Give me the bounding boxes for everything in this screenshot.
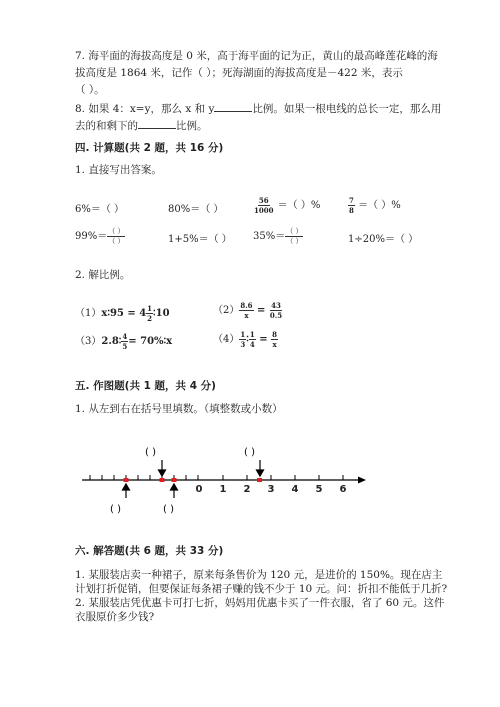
proportion-3 xyxy=(75,332,172,351)
frac-den: 1000 xyxy=(254,206,274,215)
calc-7-rest: ＝（ ）% xyxy=(358,200,401,211)
section5-q1-title: 1. 从左到右在括号里填数。（填整数或小数） xyxy=(75,403,283,415)
proportion-2-eq: = xyxy=(257,305,266,316)
calc-99-pre: 99%＝ xyxy=(75,231,108,242)
paren-bottom-right[interactable]: ( ) xyxy=(163,504,174,515)
section5-title: 五. 作图题(共 1 题，共 4 分) xyxy=(75,380,216,392)
proportion-4-eq: = xyxy=(259,334,268,345)
frac-den: 8 xyxy=(349,206,354,215)
q8-line2-end: 比例。 xyxy=(176,120,208,132)
calc-56-over-1000 xyxy=(253,196,320,215)
down-arrow-left-icon xyxy=(159,470,166,476)
calc-1-div-20-percent: 1÷20%＝（ ） xyxy=(348,234,419,245)
q7-line2: 拔高度是 1864 米，记作（ ）；死海湖面的海拔高度是－422 米，表示 xyxy=(75,67,403,79)
frac-num: 4 xyxy=(122,332,128,341)
frac-num: 7 xyxy=(349,196,354,205)
up-arrow-left-icon xyxy=(123,484,130,490)
q8-blank-1[interactable] xyxy=(214,100,252,112)
proportion-2 xyxy=(213,301,283,320)
tick-label-1: 1 xyxy=(219,484,227,495)
q7-line1: 7. 海平面的海拔高度是 0 米，高于海平面的记为正，黄山的最高峰莲花峰的海 xyxy=(75,50,438,62)
proportion-4 xyxy=(213,330,278,349)
point-marker-2 xyxy=(160,478,165,482)
calc-99-percent xyxy=(75,227,125,246)
frac-num: 56 xyxy=(258,196,269,205)
frac-den: （ ） xyxy=(108,237,125,245)
frac-num: 1 xyxy=(147,304,153,313)
point-marker-1 xyxy=(124,478,129,482)
frac-num: （ ） xyxy=(286,227,303,235)
calc-80-percent: 80%＝（ ） xyxy=(168,204,224,215)
section6-q1-line2: 计划打折促销，但要保证每条裙子赚的钱不少于 10 元。问：折扣不能低于几折? xyxy=(75,583,448,595)
tick-label-0: 0 xyxy=(195,484,203,495)
point-marker-4 xyxy=(257,478,262,482)
section4-title: 四. 计算题(共 2 题，共 16 分) xyxy=(75,142,224,154)
q8-blank-2[interactable] xyxy=(138,117,176,129)
proportion-4-colon: ∶ xyxy=(246,334,249,345)
proportion-1-label: （1） xyxy=(75,308,102,319)
frac-num: 8 xyxy=(272,330,277,339)
tick-label-2: 2 xyxy=(243,484,251,495)
frac-den: 5 xyxy=(122,342,128,351)
paren-bottom-left[interactable]: ( ) xyxy=(110,504,121,515)
proportion-4-label: （4） xyxy=(213,334,240,345)
proportion-1-right: ∶10 xyxy=(153,308,170,319)
proportion-3-left: 2.8∶ xyxy=(101,336,122,347)
calc-7-over-8 xyxy=(348,196,401,215)
frac-den: 4 xyxy=(249,340,255,349)
section4-q1-title: 1. 直接写出答案。 xyxy=(75,164,162,176)
q8-line2 xyxy=(75,117,208,133)
calc-35-pre: 35%＝ xyxy=(253,231,286,242)
section6-q2-line2: 衣服原价多少钱? xyxy=(75,611,155,623)
down-arrow-right-icon xyxy=(257,470,264,476)
q8-line1-start: 8. 如果 4：x=y，那么 x 和 y xyxy=(75,103,215,115)
paren-top-right[interactable]: ( ) xyxy=(244,447,255,458)
tick-label-6: 6 xyxy=(339,484,347,495)
frac-num: （ ） xyxy=(108,227,125,235)
tick-label-3: 3 xyxy=(267,484,275,495)
point-marker-3 xyxy=(172,478,177,482)
calc-35-percent xyxy=(253,227,303,246)
proportion-3-label: （3） xyxy=(75,336,102,347)
proportion-3-right: = 70%∶x xyxy=(128,336,173,347)
frac-den: 2 xyxy=(147,314,153,323)
frac-den: （ ） xyxy=(286,237,303,245)
calc-56-rest: ＝（ ）% xyxy=(277,200,321,211)
proportion-1 xyxy=(75,304,170,323)
section6-q1-line1: 1. 某服装店卖一种裙子，原来每条售价为 120 元，是进价的 150%。现在店主 xyxy=(75,569,443,581)
section4-q2-title: 2. 解比例。 xyxy=(75,269,131,281)
q8-line1-end: 比例。如果一根电线的总长一定，那么用 xyxy=(252,103,442,115)
frac-den: 0.5 xyxy=(269,311,283,320)
number-line xyxy=(70,438,370,520)
paren-top-left[interactable]: ( ) xyxy=(145,447,156,458)
proportion-2-label: （2） xyxy=(213,305,240,316)
frac-num: 1 xyxy=(240,330,246,339)
frac-den: x xyxy=(244,311,249,320)
calc-1-plus-5-percent: 1+5%＝（ ） xyxy=(168,234,232,245)
frac-num: 43 xyxy=(271,301,281,310)
frac-num: 1 xyxy=(249,330,255,339)
frac-num: 8.6 xyxy=(240,301,253,310)
tick-label-4: 4 xyxy=(291,484,299,495)
calc-6-percent: 6%＝（ ） xyxy=(75,204,125,215)
proportion-1-left: x∶95 = 4 xyxy=(101,308,147,319)
axis-arrow-icon xyxy=(358,477,366,484)
q8-line1 xyxy=(75,100,441,116)
section6-q2-line1: 2. 某服装店凭优惠卡可打七折，妈妈用优惠卡买了一件衣服，省了 60 元。这件 xyxy=(75,597,445,609)
up-arrow-right-icon xyxy=(171,484,178,490)
q7-line3: （ ）。 xyxy=(75,84,105,96)
frac-den: x xyxy=(272,340,277,349)
tick-label-5: 5 xyxy=(315,484,323,495)
frac-den: 3 xyxy=(240,340,246,349)
q8-line2-start: 去的和剩下的 xyxy=(75,120,138,132)
section6-title: 六. 解答题(共 6 题，共 33 分) xyxy=(75,545,224,557)
